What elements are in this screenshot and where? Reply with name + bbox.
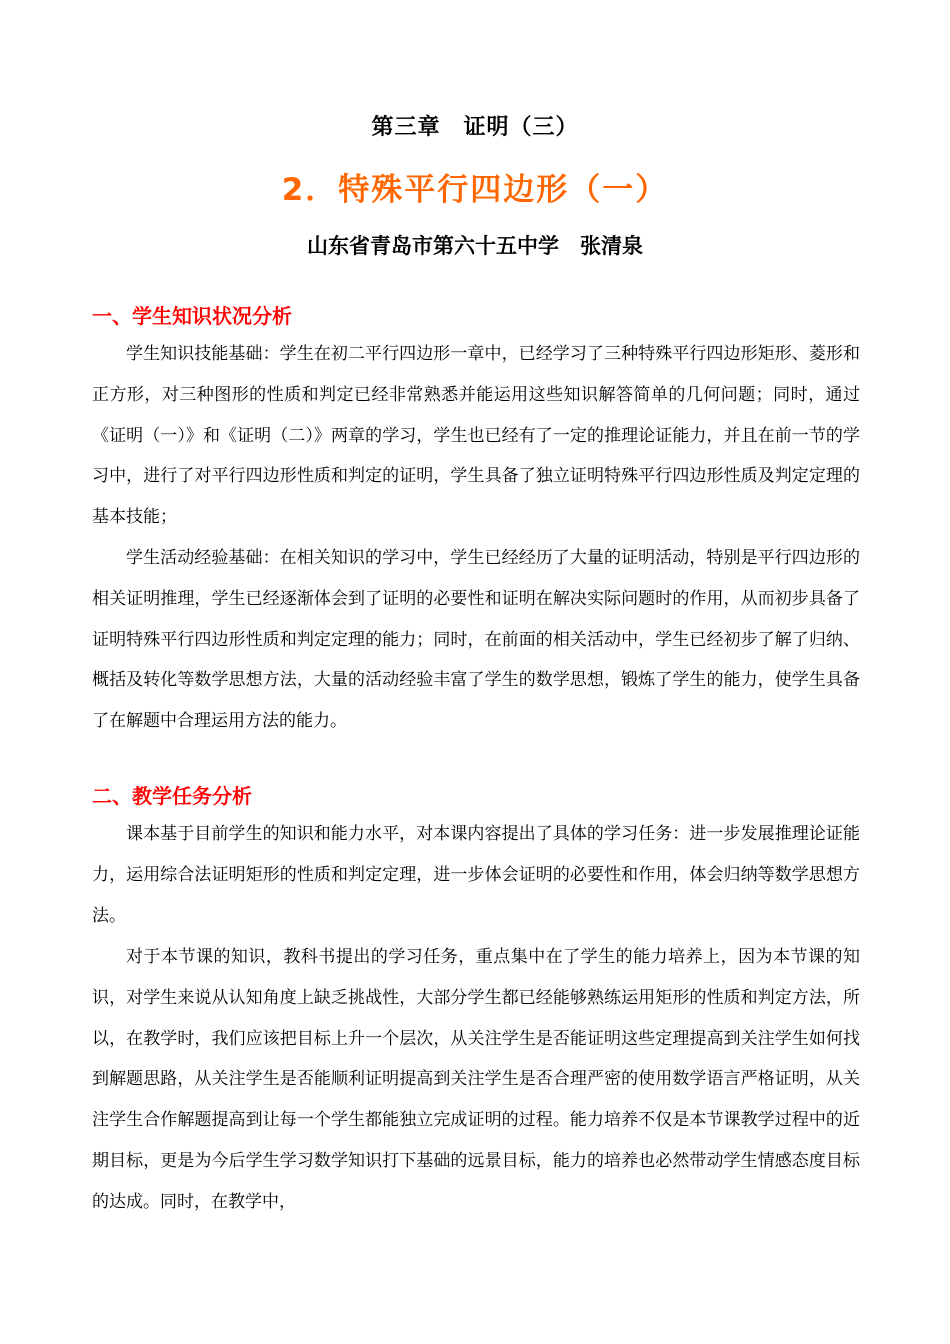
paragraph-learning-task: 课本基于目前学生的知识和能力水平，对本课内容提出了具体的学习任务：进一步发展推理论证能力，运用综合法证明矩形的性质和判定定理，进一步体会证明的必要性和作用，体会归纳等数学思想方法。 — [92, 824, 860, 926]
section-heading-1: 一、学生知识状况分析 — [92, 304, 292, 328]
chapter-title: 第三章 证明（三） — [371, 115, 579, 140]
paragraph-knowledge-skills: 学生知识技能基础：学生在初二平行四边形一章中，已经学习了三种特殊平行四边形矩形、菱形和正方形，对三种图形的性质和判定已经非常熟悉并能运用这些知识解答简单的几何问题；同时，通过《证明（一）》和《证明（二）》两章的学习，学生也已经有了一定的推理论证能力，并且在前一节的学习中，进行了对平行四边形性质和判定的证明，学生具备了独立证明特殊平行四边形性质及判定定理的基本技能； — [92, 344, 860, 528]
lesson-title: 2．特殊平行四边形（一） — [281, 172, 669, 208]
paragraph-activity-experience: 学生活动经验基础：在相关知识的学习中，学生已经经历了大量的证明活动，特别是平行四边形的相关证明推理，学生已经逐渐体会到了证明的必要性和证明在解决实际问题时的作用，从而初步具备了证明特殊平行四边形性质和判定定理的能力；同时，在前面的相关活动中，学生已经初步了解了归纳、概括及转化等数学思想方法，大量的活动经验丰富了学生的数学思想，锻炼了学生的能力，使学生具备了在解题中合理运用方法的能力。 — [92, 548, 860, 732]
paragraph-teaching-focus: 对于本节课的知识，教科书提出的学习任务，重点集中在了学生的能力培养上，因为本节课的知识，对学生来说从认知角度上缺乏挑战性，大部分学生都已经能够熟练运用矩形的性质和判定方法，所以，在教学时，我们应该把目标上升一个层次，从关注学生是否能证明这些定理提高到关注学生如何找到解题思路，从关注学生是否能顺利证明提高到关注学生是否合理严密的使用数学语言严格证明，从关注学生合作解题提高到让每一个学生都能独立完成证明的过程。能力培养不仅是本节课教学过程中的近期目标，更是为今后学生学习数学知识打下基础的远景目标，能力的培养也必然带动学生情感态度目标的达成。同时，在教学中， — [92, 947, 860, 1212]
section-heading-2: 二、教学任务分析 — [92, 784, 252, 808]
author-line: 山东省青岛市第六十五中学 张清泉 — [307, 234, 643, 258]
